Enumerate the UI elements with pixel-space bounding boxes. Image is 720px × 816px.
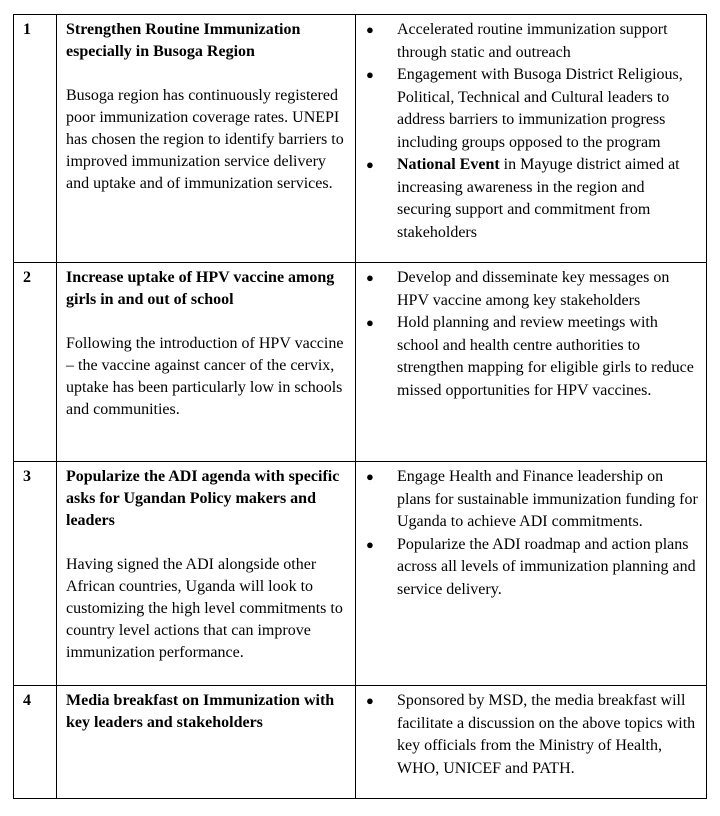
row-number: 3: [23, 468, 31, 485]
action-item: [366, 154, 700, 244]
actions-cell: [356, 15, 707, 263]
action-text: Sponsored by MSD, the media breakfast will facilitate a discussion on the above topics with key officials from the Ministry of Health, WHO, UNICEF and PATH.: [397, 692, 696, 777]
bullet-icon: ●: [366, 469, 374, 484]
objective-description: Busoga region has continuously registered poor immunization coverage rates. UNEPI has chosen the region to identify barriers to improved immunization service delivery and uptake and of immunization services.: [66, 87, 344, 192]
action-list: [366, 690, 700, 780]
bullet-icon: ●: [366, 536, 374, 552]
table-row: [14, 686, 707, 799]
bullet-icon: ●: [366, 315, 374, 330]
table-row: [14, 15, 707, 263]
objective-cell: [57, 15, 356, 263]
action-text: Engagement with Busoga District Religious, Political, Technical and Cultural leaders to address barriers to immunization progress including groups opposed to the program: [397, 66, 683, 151]
action-text: Accelerated routine immunization support through static and outreach: [397, 21, 668, 61]
actions-cell: [356, 263, 707, 462]
action-item: [366, 19, 700, 64]
bullet-icon: ●: [366, 693, 374, 708]
action-item: [366, 267, 700, 312]
table-row: [14, 462, 707, 686]
action-list: [366, 267, 700, 402]
action-list: [366, 19, 700, 244]
objective-title: Popularize the ADI agenda with specific asks for Ugandan Policy makers and leaders: [66, 468, 340, 529]
objective-cell: [57, 686, 356, 799]
objective-title: Strengthen Routine Immunization especially in Busoga Region: [66, 21, 301, 60]
objective-cell: [57, 263, 356, 462]
bullet-icon: ●: [366, 22, 374, 37]
bullet-icon: ●: [366, 67, 374, 82]
row-number-cell: [14, 462, 57, 686]
bullet-icon: ●: [366, 157, 374, 172]
row-number-cell: [14, 686, 57, 799]
action-text: Popularize the ADI roadmap and action plans across all levels of immunization planning and service delivery.: [397, 535, 696, 598]
immunization-plan-table: [13, 14, 707, 799]
action-text: Hold planning and review meetings with school and health centre authorities to strengthen mapping for eligible girls to reduce missed opportunities for HPV vaccines.: [397, 314, 694, 399]
action-item: [366, 312, 700, 402]
action-text: Engage Health and Finance leadership on plans for sustainable immunization funding for Uganda to achieve ADI commitments.: [397, 468, 698, 530]
row-number: 1: [23, 21, 31, 38]
row-number-cell: [14, 15, 57, 263]
objective-description: Having signed the ADI alongside other African countries, Uganda will look to customizing the high level commitments to country level actions that can improve immunization performance.: [66, 556, 343, 661]
action-lead: National Event: [397, 156, 500, 173]
actions-cell: [356, 462, 707, 686]
action-item: [366, 534, 700, 602]
action-item: [366, 64, 700, 154]
row-number: 4: [23, 692, 31, 709]
row-number: 2: [23, 269, 31, 286]
action-text: in Mayuge district aimed at increasing awareness in the region and securing support and commitment from stakeholders: [397, 156, 680, 241]
action-item: [366, 690, 700, 780]
table-row: [14, 263, 707, 462]
objective-title: Media breakfast on Immunization with key leaders and stakeholders: [66, 692, 335, 731]
action-text: Develop and disseminate key messages on HPV vaccine among key stakeholders: [397, 269, 670, 309]
action-item: [366, 466, 700, 534]
row-number-cell: [14, 263, 57, 462]
objective-cell: [57, 462, 356, 686]
action-list: [366, 466, 700, 601]
objective-description: Following the introduction of HPV vaccine – the vaccine against cancer of the cervix, uptake has been particularly low in schools and communities.: [66, 335, 344, 418]
actions-cell: [356, 686, 707, 799]
objective-title: Increase uptake of HPV vaccine among girls in and out of school: [66, 269, 335, 308]
bullet-icon: ●: [366, 270, 374, 285]
